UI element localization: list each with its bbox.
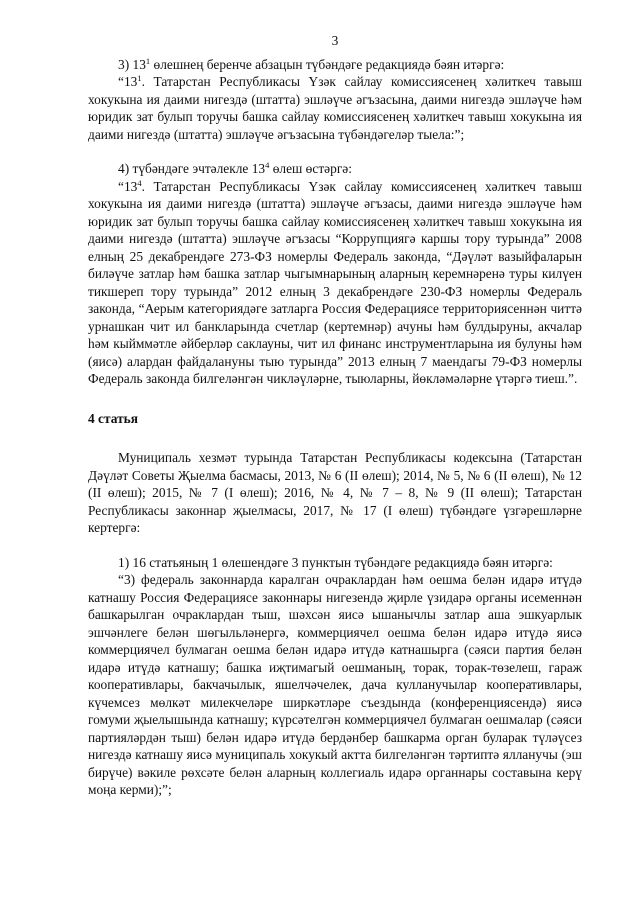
item-3-quote: “$13^1$. Татарстан Республикасы Үзәк сайлау комиссиясенең хәлиткеч тавыш хокукына ия даими нигездә (штатта) эшләүче әгъзасына, даими нигездә эшләүче һәм юридик зат булып торучы башка сайлау комиссиясенең хәлиткеч тавыш хокукына ия даими нигездә (штатта) эшләүче әгъзасына түбәндәгеләр тыела:”; (88, 73, 582, 142)
article-4-subitem-1-quote: “3) федераль законнарда каралган очраклардан һәм оешма белән идарә итүдә катнашу Россия Федерациясе законнары нигезендә җирле үзидарә органы исеменнән башкарылган очраклардан тыш, шәхсән яисә ышанычлы затлар аша эшкуарлык эшчәнлеге белән шөгыльләнергә, коммерциячел оешма белән идарә итүдә яисә коммерциячел булмаган оешма белән идарә итүдә катнашырга (сәяси партия белән идарә итүдә катнашу; башка иҗтимагый оешманың, торак, торак-төзелеш, гараж кооперативлары, бакчачылык, яшелчәчелек, дача кулланучылар кооперативлары, күчемсез мөлкәт милекчеләре ширкәтләре съездында (конференциясендә) яисә гомуми җыелышында катнашу; күрсәтелгән коммерциячел булмаган оешмалар (сәяси партияләрдән тыш) белән идарә итүдә бердәнбер башкарма орган буларак түләүсез нигездә катнашу яисә муниципаль хокукый актта билгеләнгән тәртиптә ялланучы (эш бирүче) вәкиле рөхсәте белән аларның коллегиаль идарә органнары составына керү моңа керми);”; (88, 572, 582, 797)
item-4-lead: 4) түбәндәге эчтәлекле $13^4$ өлеш өстәргә: (118, 160, 352, 176)
page-number: 3 (331, 33, 339, 48)
spacer (88, 143, 582, 160)
spacer (88, 537, 582, 554)
spacer (88, 427, 582, 449)
item-4-quote: “$13^4$. Татарстан Республикасы Үзәк сайлау комиссиясенең хәлиткеч тавыш хокукына ия даими нигездә (штатта) эшләүче әгъзасы, даими нигездә эшләүче һәм юридик зат булып торучы башка сайлау комиссиясенең хәлиткеч тавыш хокукына ия даими нигездә (штатта) эшләүче әгъзасы “Коррупциягә каршы тору турында” 2008 елның 25 декабрендәге 273-ФЗ номерлы Федераль законда, “Дәүләт вазыйфаларын биләүче затлар һәм башка затлар чыгымнарының аларның керемнәренә туры килүен тикшереп тору турында” 2012 елның 3 декабрендәге 230-ФЗ номерлы Федераль законда, “Аерым категориядәге затларга Россия Федерациясе территориясеннән читтә урнашкан чит ил банкларында счетлар (кертемнәр) ачуны һәм булдыруны, акчалар һәм кыйммәтле әйберләр саклауны, чит ил финанс инструментларына ия булуны һәм (яисә) алардан файдалануны тыю турында” 2013 елның 7 маендагы 79-ФЗ номерлы Федераль законда билгеләнгән чикләүләрне, тыюларны, йөкләмәләрне үтәргә тиеш.”. (88, 177, 582, 386)
article-4-intro: Муниципаль хезмәт турында Татарстан Республикасы кодексына (Татарстан Дәүләт Советы Җыелма басмасы, 2013, № 6 (II өлеш); 2014, № 5, № 6 (II өлеш), № 12 (II өлеш); 2015, № 7 (I өлеш); 2016, № 4, № 7 – 8, № 9 (II өлеш); Татарстан Республикасы законнар җыелмасы, 2017, № 17 (I өлеш) түбәндәге үзгәрешләрне кертергә: (88, 450, 582, 535)
spacer (88, 388, 582, 410)
item-3-lead: 3) $13^1$ өлешнең беренче абзацын түбәндәге редакциядә бәян итәргә: (118, 55, 505, 72)
article-4-subitem-1-lead: 1) 16 статьяның 1 өлешендәге 3 пунктын түбәндәге редакциядә бәян итәргә: (118, 554, 553, 570)
article-4-heading: 4 статья (88, 410, 138, 426)
